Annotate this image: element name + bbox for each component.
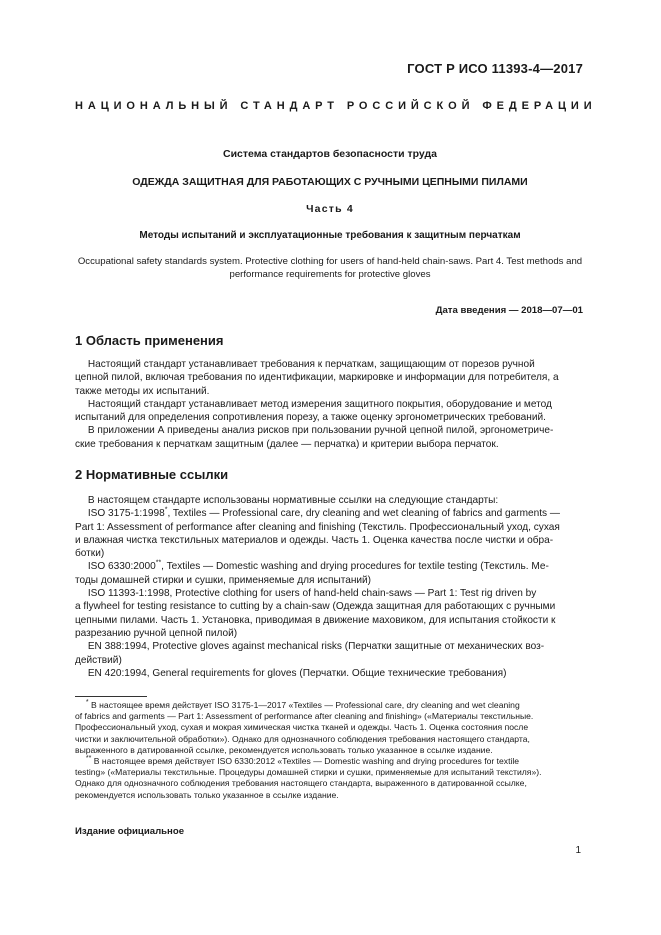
reference-title: , Textiles — Professional care, dry cleaning and wet cleaning of fabrics and garments — xyxy=(167,508,560,520)
section-1-body xyxy=(75,358,583,451)
text-line: тоды домашней стирки и сушки, применяемые для испытаний) xyxy=(75,574,372,586)
text-line: и влажная чистка текстильных материалов и одежды. Часть 1. Оценка качества после чистки и обра- xyxy=(75,534,554,546)
text-line: цепной пилой, включая требования по идентификации, маркировке и информации для потребителя, а xyxy=(75,372,559,384)
section-2-heading: 2 Нормативные ссылки xyxy=(75,467,229,482)
text-line: цепными пилами. Часть 1. Установка, приводимая в движение маховиком, для испытания стойкости к xyxy=(75,614,556,626)
title-system: Система стандартов безопасности труда xyxy=(222,148,438,160)
text-line xyxy=(75,507,583,520)
section-2-body xyxy=(75,494,583,680)
text-line: действий) xyxy=(75,654,122,666)
text-line: В приложении А приведены анализ рисков при пользовании ручной цепной пилой, эргонометриче- xyxy=(87,425,554,437)
reference-en-420 xyxy=(75,667,583,680)
text-line: разрезанию ручной цепной пилой) xyxy=(75,627,238,639)
footnote-text: В настоящее время действует ISO 3175-1—2017 «Textiles — Professional care, dry cleaning and wet cleaning xyxy=(91,700,520,710)
title-main: ОДЕЖДА ЗАЩИТНАЯ ДЛЯ РАБОТАЮЩИХ С РУЧНЫМИ ЦЕПНЫМИ ПИЛАМИ xyxy=(132,176,528,188)
reference-iso-3175 xyxy=(75,507,583,560)
text-line xyxy=(75,560,583,573)
title-subtitle: Методы испытаний и эксплуатационные требования к защитным перчаткам xyxy=(139,230,521,241)
text-line: EN 388:1994, Protective gloves against mechanical risks (Перчатки защитные от механических воз- xyxy=(87,641,545,653)
text-line: рекомендуется использовать только указанное в ссылке издание. xyxy=(75,789,339,800)
section-1-heading: 1 Область применения xyxy=(75,333,224,348)
text-line: Профессиональный уход, сухая и мокрая химическая чистка тканей и одежды. Часть 1. Оценка состояния после xyxy=(75,722,529,733)
footnote-text: В настоящее время действует ISO 6330:2012 «Textiles — Domestic washing and drying procedures for textile xyxy=(93,756,520,766)
text-line: Part 1: Assessment of performance after cleaning and finishing (Текстиль. Профессиональный уход, сухая xyxy=(75,521,560,533)
text-line: testing» («Материалы текстильные. Процедуры домашней стирки и сушки, применяемые для испытаний текстиля»). xyxy=(75,767,542,778)
reference-iso-11393-1 xyxy=(75,587,583,640)
title-english-line: performance requirements for protective gloves xyxy=(229,268,431,280)
reference-code: ISO 6330:2000 xyxy=(87,561,156,573)
text-line: of fabrics and garments — Part 1: Assessment of performance after cleaning and finishing» («Материалы текстильные. xyxy=(75,711,534,722)
title-part: Часть 4 xyxy=(306,203,354,215)
text-line: чистки и заключительной обработки»). Однако для однозначного соблюдения требования настоящего стандарта, xyxy=(75,733,530,744)
text-line: ботки) xyxy=(75,548,105,560)
text-line: испытаний для определения сопротивления порезу, а также оценку эргонометрических требований. xyxy=(75,412,546,424)
title-english-line: Occupational safety standards system. Protective clothing for users of hand-held chain-saws. Part 4. Test methods and xyxy=(77,256,583,267)
footnote-mark: ** xyxy=(85,755,92,763)
footnote-divider xyxy=(75,696,147,697)
edition-label: Издание официальное xyxy=(75,826,185,837)
text-line: также методы их испытаний. xyxy=(75,385,210,397)
document-code: ГОСТ Р ИСО 11393-4—2017 xyxy=(407,61,583,76)
text-line xyxy=(75,700,583,711)
text-line xyxy=(75,358,583,371)
text-line: Однако для однозначного соблюдения требования настоящего стандарта, выраженного в датированной ссылке, xyxy=(75,778,527,789)
text-line: ISO 11393-1:1998, Protective clothing for users of hand-held chain-saws — Part 1: Test rig driven by xyxy=(87,588,537,600)
text-line: ские требования к перчаткам защитным (далее — перчатка) и критерии выбора перчаток. xyxy=(75,438,499,450)
text-line-content: Настоящий стандарт устанавливает требования к перчаткам, защищающим от порезов ручной xyxy=(87,359,535,370)
introduction-date: Дата введения — 2018—07—01 xyxy=(435,305,583,316)
page-number: 1 xyxy=(575,845,581,856)
footnote-mark: ** xyxy=(155,560,162,568)
title-english xyxy=(70,256,590,281)
text-line: В настоящем стандарте использованы нормативные ссылки на следующие стандарты: xyxy=(87,495,499,506)
text-line: выраженного в датированной ссылке, рекомендуется использовать только указанное в ссылке издание. xyxy=(75,744,493,755)
text-line: Настоящий стандарт устанавливает метод измерения защитного покрытия, оборудование и метод xyxy=(87,398,552,410)
reference-code: ISO 3175-1:1998 xyxy=(87,508,165,520)
national-standard-banner: НАЦИОНАЛЬНЫЙ СТАНДАРТ РОССИЙСКОЙ ФЕДЕРАЦИИ xyxy=(75,100,597,112)
footnote-2 xyxy=(75,756,583,801)
reference-en-388 xyxy=(75,640,583,667)
text-line: EN 420:1994, General requirements for gloves (Перчатки. Общие технические требования) xyxy=(87,667,507,679)
footnote-mark: * xyxy=(164,506,168,514)
text-line: a flywheel for testing resistance to cutting by a chain-saw (Одежда защитная для работающих с ручными xyxy=(75,601,556,613)
footnote-1 xyxy=(75,700,583,756)
reference-title: , Textiles — Domestic washing and drying procedures for textile testing (Текстиль. Ме- xyxy=(161,561,549,573)
text-line xyxy=(75,756,583,767)
reference-iso-6330 xyxy=(75,560,583,587)
footnote-mark: * xyxy=(85,699,89,707)
